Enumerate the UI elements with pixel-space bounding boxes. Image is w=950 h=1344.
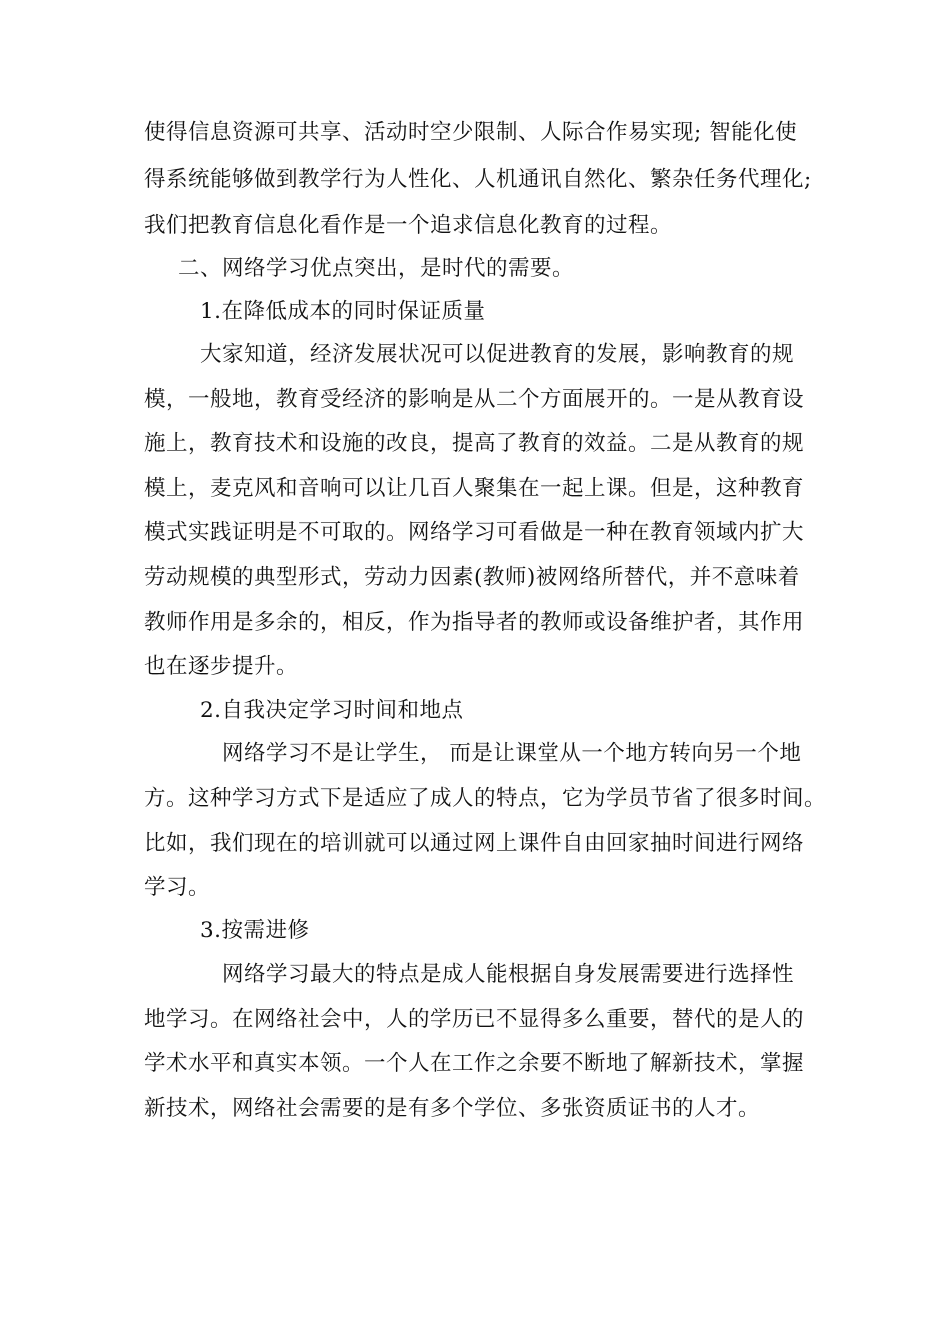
paragraph-line: 施上，教育技术和设施的改良，提高了教育的效益。二是从教育的规 <box>144 431 805 456</box>
paragraph-line: 教师作用是多余的，相反，作为指导者的教师或设备维护者，其作用 <box>144 610 805 635</box>
paragraph-line: 大家知道，经济发展状况可以促进教育的发展，影响教育的规 <box>200 342 795 367</box>
paragraph-line: 学术水平和真实本领。一个人在工作之余要不断地了解新技术，掌握 <box>144 1051 805 1076</box>
paragraph-line: 得系统能够做到教学行为人性化、人机通讯自然化、繁杂任务代理化; <box>144 167 812 192</box>
paragraph-line: 方。这种学习方式下是适应了成人的特点，它为学员节省了很多时间。 <box>144 786 827 811</box>
paragraph-line: 模上，麦克风和音响可以让几百人聚集在一起上课。但是，这种教育 <box>144 476 805 501</box>
subsection-heading: 3.按需进修 <box>200 918 310 943</box>
paragraph-line: 网络学习不是让学生， 而是让课堂从一个地方转向另一个地 <box>222 741 802 766</box>
subsection-heading: 2.自我决定学习时间和地点 <box>200 698 464 723</box>
section-heading: 二、网络学习优点突出，是时代的需要。 <box>178 256 575 281</box>
paragraph-line: 我们把教育信息化看作是一个追求信息化教育的过程。 <box>144 213 673 238</box>
paragraph-line: 劳动规模的典型形式，劳动力因素(教师)被网络所替代，并不意味着 <box>144 565 800 590</box>
subsection-heading: 1.在降低成本的同时保证质量 <box>200 299 486 324</box>
paragraph-line: 网络学习最大的特点是成人能根据自身发展需要进行选择性 <box>222 962 795 987</box>
paragraph-line: 也在逐步提升。 <box>144 654 299 679</box>
paragraph-line: 地学习。在网络社会中，人的学历已不显得多么重要，替代的是人的 <box>144 1007 805 1032</box>
paragraph-line: 模式实践证明是不可取的。网络学习可看做是一种在教育领域内扩大 <box>144 520 805 545</box>
paragraph-line: 学习。 <box>144 875 211 900</box>
paragraph-line: 使得信息资源可共享、活动时空少限制、人际合作易实现; 智能化使 <box>144 120 798 145</box>
paragraph-line: 比如，我们现在的培训就可以通过网上课件自由回家抽时间进行网络 <box>144 831 805 856</box>
paragraph-line: 新技术，网络社会需要的是有多个学位、多张资质证书的人才。 <box>144 1096 761 1121</box>
paragraph-line: 模，一般地，教育受经济的影响是从二个方面展开的。一是从教育设 <box>144 387 805 412</box>
